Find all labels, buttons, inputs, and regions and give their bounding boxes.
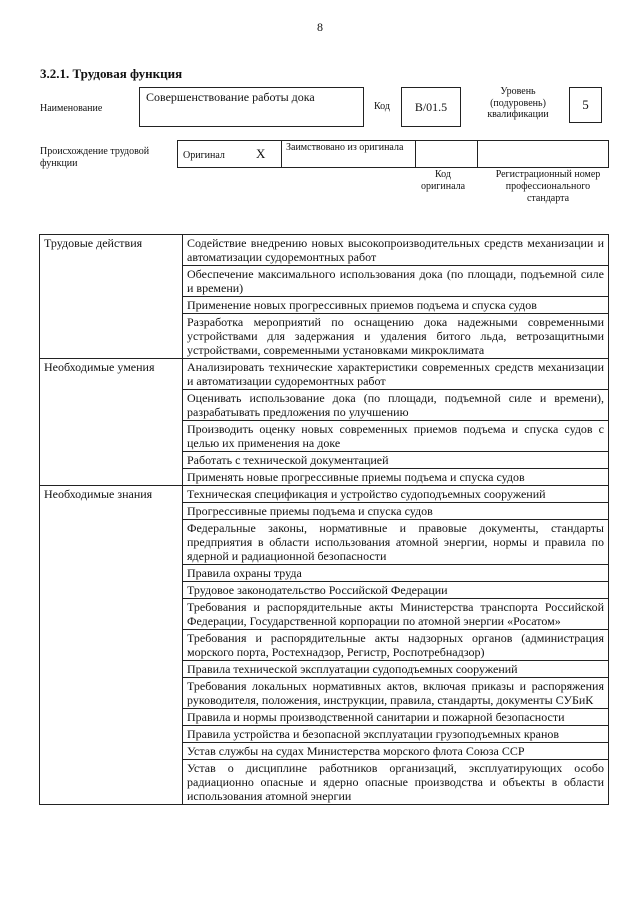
level-label: Уровень (подуровень) квалификации — [487, 86, 549, 120]
section-heading-continuation — [40, 760, 183, 805]
section-heading: Необходимые умения — [40, 359, 183, 390]
table-row — [40, 266, 609, 297]
table-row — [40, 678, 609, 709]
origin-label: Происхождение трудовой функции — [40, 146, 150, 169]
requirement-item: Разработка мероприятий по оснащению дока надежными современными устройствами для задержания и удаления битого льда, ветрозащитными устройствами, современными установками микроклимата — [183, 314, 609, 359]
requirement-item: Правила и нормы производственной санитарии и пожарной безопасности — [183, 709, 609, 726]
function-table — [39, 234, 609, 805]
table-row — [40, 565, 609, 582]
requirement-item: Оценивать использование дока (по площади, подъемной силе и времени), разрабатывать предложения по улучшению — [183, 390, 609, 421]
section-heading-continuation — [40, 743, 183, 760]
reg-number-cell — [478, 141, 608, 167]
name-value: Совершенствование работы дока — [139, 87, 364, 127]
code-original-cell — [416, 141, 478, 167]
table-row — [40, 314, 609, 359]
table-row — [40, 359, 609, 390]
original-cell — [178, 141, 282, 167]
requirement-item: Прогрессивные приемы подъема и спуска судов — [183, 503, 609, 520]
requirement-item: Работать с технической документацией — [183, 452, 609, 469]
section-heading-continuation — [40, 469, 183, 486]
table-row — [40, 452, 609, 469]
table-row — [40, 743, 609, 760]
table-row — [40, 421, 609, 452]
section-heading-continuation — [40, 599, 183, 630]
section-heading-continuation — [40, 314, 183, 359]
requirement-item: Требования и распорядительные акты Министерства транспорта Российской Федерации, Государственной корпорации по атомной энергии «Росатом» — [183, 599, 609, 630]
requirement-item: Применение новых прогрессивных приемов подъема и спуска судов — [183, 297, 609, 314]
borrowed-cell — [282, 141, 416, 167]
code-value: B/01.5 — [401, 87, 461, 127]
section-heading-continuation — [40, 421, 183, 452]
original-label: Оригинал — [183, 150, 225, 161]
table-row — [40, 297, 609, 314]
requirement-item: Устав о дисциплине работников организаций, эксплуатирующих особо радиационно опасные и ядерно опасные производства и объекты в области использования атомной энергии — [183, 760, 609, 805]
requirement-item: Правила охраны труда — [183, 565, 609, 582]
requirement-item: Содействие внедрению новых высокопроизводительных средств механизации и автоматизации судоремонтных работ — [183, 235, 609, 266]
requirement-item: Производить оценку новых современных приемов подъема и спуска судов с целью их применения на доке — [183, 421, 609, 452]
section-heading-continuation — [40, 661, 183, 678]
table-row — [40, 235, 609, 266]
table-row — [40, 760, 609, 805]
section-heading-continuation — [40, 452, 183, 469]
table-row — [40, 661, 609, 678]
page-number: 8 — [317, 20, 323, 34]
section-heading-continuation — [40, 297, 183, 314]
table-row — [40, 582, 609, 599]
original-mark: X — [256, 146, 266, 161]
requirement-item: Анализировать технические характеристики современных средств механизации и автоматизации судоремонтных работ — [183, 359, 609, 390]
section-heading-continuation — [40, 520, 183, 565]
requirement-item: Требования локальных нормативных актов, включая приказы и распоряжения руководителя, положения, инструкции, правила, стандарты, документы СУБиК — [183, 678, 609, 709]
table-row — [40, 630, 609, 661]
requirement-item: Трудовое законодательство Российской Федерации — [183, 582, 609, 599]
section-heading-continuation — [40, 630, 183, 661]
section-heading-continuation — [40, 709, 183, 726]
requirement-item: Правила устройства и безопасной эксплуатации грузоподъемных кранов — [183, 726, 609, 743]
code-original-caption: Код оригинала — [420, 169, 466, 192]
requirement-item: Применять новые прогрессивные приемы подъема и спуска судов — [183, 469, 609, 486]
section-heading-continuation — [40, 503, 183, 520]
reg-number-caption: Регистрационный номер профессионального стандарта — [495, 169, 601, 204]
requirement-item: Требования и распорядительные акты надзорных органов (администрация морского порта, Ростехнадзор, Регистр, Роспотребнадзор) — [183, 630, 609, 661]
table-row — [40, 599, 609, 630]
table-row — [40, 469, 609, 486]
level-value: 5 — [569, 87, 602, 123]
requirement-item: Федеральные законы, нормативные и правовые документы, стандарты предприятия в области использования атомной энергии, нормы и правила по ядерной и радиационной безопасности — [183, 520, 609, 565]
section-heading-continuation — [40, 582, 183, 599]
table-row — [40, 390, 609, 421]
name-label: Наименование — [40, 103, 103, 114]
requirement-item: Правила технической эксплуатации судоподъемных сооружений — [183, 661, 609, 678]
table-row — [40, 486, 609, 503]
table-row — [40, 520, 609, 565]
section-heading-continuation — [40, 266, 183, 297]
requirement-item: Устав службы на судах Министерства морского флота Союза ССР — [183, 743, 609, 760]
requirement-item: Обеспечение максимального использования дока (по площади, подъемной силе и времени) — [183, 266, 609, 297]
section-heading: Трудовые действия — [40, 235, 183, 266]
requirement-item: Техническая спецификация и устройство судоподъемных сооружений — [183, 486, 609, 503]
section-heading-continuation — [40, 726, 183, 743]
code-label: Код — [374, 101, 390, 112]
section-heading-continuation — [40, 565, 183, 582]
table-row — [40, 709, 609, 726]
table-row — [40, 503, 609, 520]
origin-row — [177, 140, 609, 168]
section-heading-continuation — [40, 390, 183, 421]
section-heading: Необходимые знания — [40, 486, 183, 503]
section-heading-continuation — [40, 678, 183, 709]
table-row — [40, 726, 609, 743]
section-title: 3.2.1. Трудовая функция — [40, 66, 183, 81]
borrowed-label: Заимствовано из оригинала — [286, 142, 404, 153]
